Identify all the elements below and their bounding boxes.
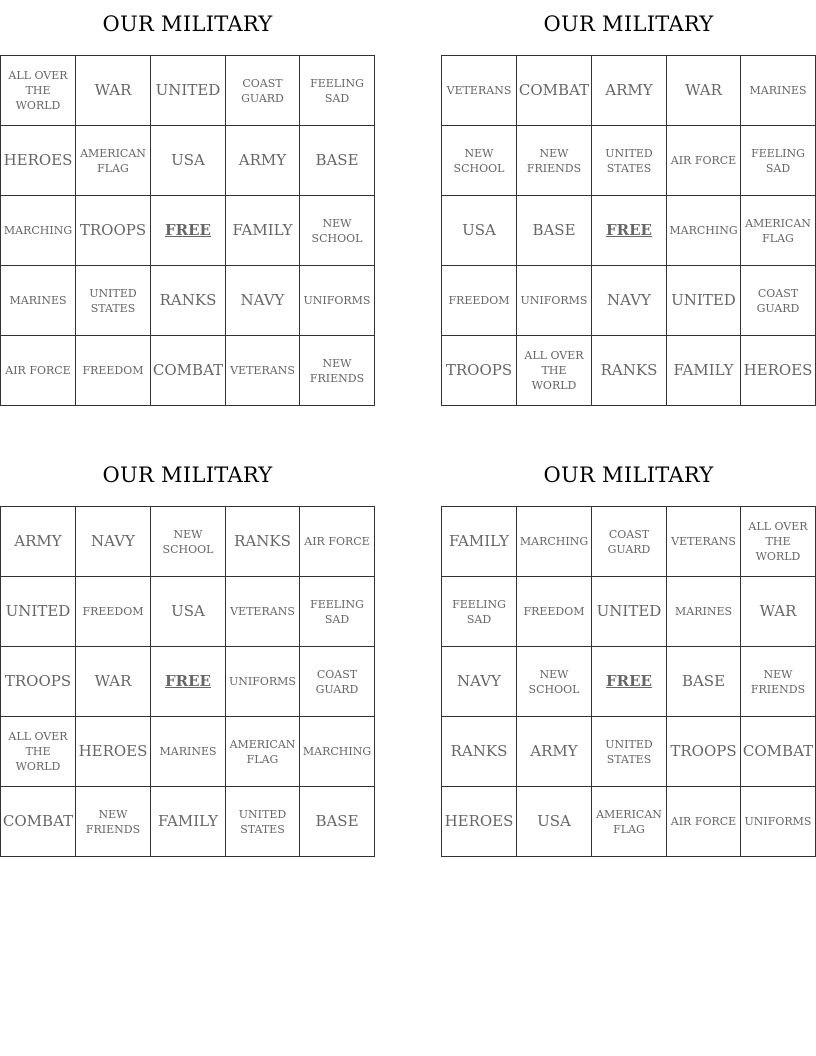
bingo-cell: FAMILY: [442, 507, 517, 577]
bingo-cell: HEROES: [741, 336, 816, 406]
bingo-cell: NAVY: [592, 266, 667, 336]
card-title: OUR MILITARY: [102, 463, 273, 487]
bingo-cell: ALL OVER THE WORLD: [741, 507, 816, 577]
bingo-cell: RANKS: [592, 336, 667, 406]
bingo-cell: UNITED STATES: [592, 717, 667, 787]
bingo-cell: COMBAT: [741, 717, 816, 787]
bingo-cell: NEW FRIENDS: [76, 787, 151, 857]
bingo-cell: FEELING SAD: [300, 56, 375, 126]
bingo-cell: ARMY: [226, 126, 300, 196]
card-title: OUR MILITARY: [543, 12, 714, 36]
bingo-cell: MARCHING: [667, 196, 741, 266]
bingo-cell: NAVY: [226, 266, 300, 336]
bingo-cell: NEW FRIENDS: [741, 647, 816, 717]
bingo-cell: UNITED STATES: [592, 126, 667, 196]
bingo-cell: RANKS: [151, 266, 226, 336]
bingo-cell: FREEDOM: [517, 577, 592, 647]
bingo-cell: COMBAT: [517, 56, 592, 126]
bingo-cell: USA: [151, 577, 226, 647]
bingo-cell: TROOPS: [76, 196, 151, 266]
bingo-cell: NEW FRIENDS: [517, 126, 592, 196]
card-title: OUR MILITARY: [543, 463, 714, 487]
bingo-cell: RANKS: [226, 507, 300, 577]
bingo-cell: HEROES: [76, 717, 151, 787]
bingo-cell: COAST GUARD: [592, 507, 667, 577]
bingo-cell: MARINES: [151, 717, 226, 787]
bingo-cell: HEROES: [1, 126, 76, 196]
bingo-cell: NEW SCHOOL: [300, 196, 375, 266]
bingo-cell: MARINES: [1, 266, 76, 336]
bingo-cell: VETERANS: [226, 577, 300, 647]
bingo-cell: TROOPS: [1, 647, 76, 717]
bingo-cell: TROOPS: [667, 717, 741, 787]
bingo-cell: AMERICAN FLAG: [592, 787, 667, 857]
bingo-cell: BASE: [517, 196, 592, 266]
bingo-cell: TROOPS: [442, 336, 517, 406]
bingo-cell: NAVY: [76, 507, 151, 577]
bingo-cell: MARCHING: [300, 717, 375, 787]
bingo-cell: COMBAT: [151, 336, 226, 406]
bingo-cell: NEW SCHOOL: [517, 647, 592, 717]
bingo-cell: MARINES: [667, 577, 741, 647]
bingo-cell: ALL OVER THE WORLD: [1, 717, 76, 787]
bingo-cell: HEROES: [442, 787, 517, 857]
bingo-cell: UNIFORMS: [741, 787, 816, 857]
bingo-cell: AIR FORCE: [667, 787, 741, 857]
bingo-grid: [441, 506, 816, 857]
bingo-cell: AIR FORCE: [1, 336, 76, 406]
bingo-cell: BASE: [300, 126, 375, 196]
bingo-cell: VETERANS: [442, 56, 517, 126]
bingo-cell: WAR: [741, 577, 816, 647]
bingo-cell: WAR: [667, 56, 741, 126]
bingo-cell: NAVY: [442, 647, 517, 717]
bingo-cell: UNIFORMS: [300, 266, 375, 336]
bingo-cell: COAST GUARD: [226, 56, 300, 126]
bingo-grid: [0, 55, 375, 406]
bingo-cell: UNITED: [151, 56, 226, 126]
bingo-cell: COAST GUARD: [741, 266, 816, 336]
bingo-cell: ALL OVER THE WORLD: [1, 56, 76, 126]
bingo-cell: USA: [442, 196, 517, 266]
bingo-cell: UNITED STATES: [76, 266, 151, 336]
bingo-cell: RANKS: [442, 717, 517, 787]
bingo-cell: FAMILY: [667, 336, 741, 406]
bingo-cell: UNIFORMS: [517, 266, 592, 336]
bingo-cell: COMBAT: [1, 787, 76, 857]
bingo-cell: FREEDOM: [76, 577, 151, 647]
bingo-cell: UNITED: [667, 266, 741, 336]
bingo-cell: USA: [151, 126, 226, 196]
bingo-cell: ARMY: [517, 717, 592, 787]
bingo-cell: UNITED: [1, 577, 76, 647]
bingo-cell: FREEDOM: [76, 336, 151, 406]
bingo-cell: FAMILY: [151, 787, 226, 857]
bingo-cell: BASE: [667, 647, 741, 717]
free-space-cell: FREE: [592, 196, 667, 266]
bingo-cell: UNITED STATES: [226, 787, 300, 857]
bingo-cell: NEW SCHOOL: [151, 507, 226, 577]
bingo-cell: WAR: [76, 647, 151, 717]
bingo-cell: FREEDOM: [442, 266, 517, 336]
bingo-grid: [0, 506, 375, 857]
bingo-cell: AMERICAN FLAG: [741, 196, 816, 266]
bingo-cell: AMERICAN FLAG: [76, 126, 151, 196]
bingo-cell: AIR FORCE: [300, 507, 375, 577]
bingo-cell: MARCHING: [517, 507, 592, 577]
bingo-cell: NEW SCHOOL: [442, 126, 517, 196]
free-space-cell: FREE: [592, 647, 667, 717]
bingo-cell: ARMY: [1, 507, 76, 577]
bingo-cell: USA: [517, 787, 592, 857]
bingo-cell: VETERANS: [667, 507, 741, 577]
bingo-cell: VETERANS: [226, 336, 300, 406]
bingo-cell: FEELING SAD: [300, 577, 375, 647]
bingo-grid: [441, 55, 816, 406]
free-space-cell: FREE: [151, 647, 226, 717]
bingo-cell: COAST GUARD: [300, 647, 375, 717]
bingo-cell: ALL OVER THE WORLD: [517, 336, 592, 406]
bingo-cell: AIR FORCE: [667, 126, 741, 196]
bingo-cell: FEELING SAD: [442, 577, 517, 647]
bingo-cell: MARINES: [741, 56, 816, 126]
bingo-cell: FEELING SAD: [741, 126, 816, 196]
bingo-cell: UNIFORMS: [226, 647, 300, 717]
bingo-cell: UNITED: [592, 577, 667, 647]
bingo-cell: NEW FRIENDS: [300, 336, 375, 406]
bingo-cell: WAR: [76, 56, 151, 126]
bingo-cell: AMERICAN FLAG: [226, 717, 300, 787]
bingo-cell: MARCHING: [1, 196, 76, 266]
bingo-cell: FAMILY: [226, 196, 300, 266]
bingo-cell: ARMY: [592, 56, 667, 126]
card-title: OUR MILITARY: [102, 12, 273, 36]
free-space-cell: FREE: [151, 196, 226, 266]
bingo-cell: BASE: [300, 787, 375, 857]
